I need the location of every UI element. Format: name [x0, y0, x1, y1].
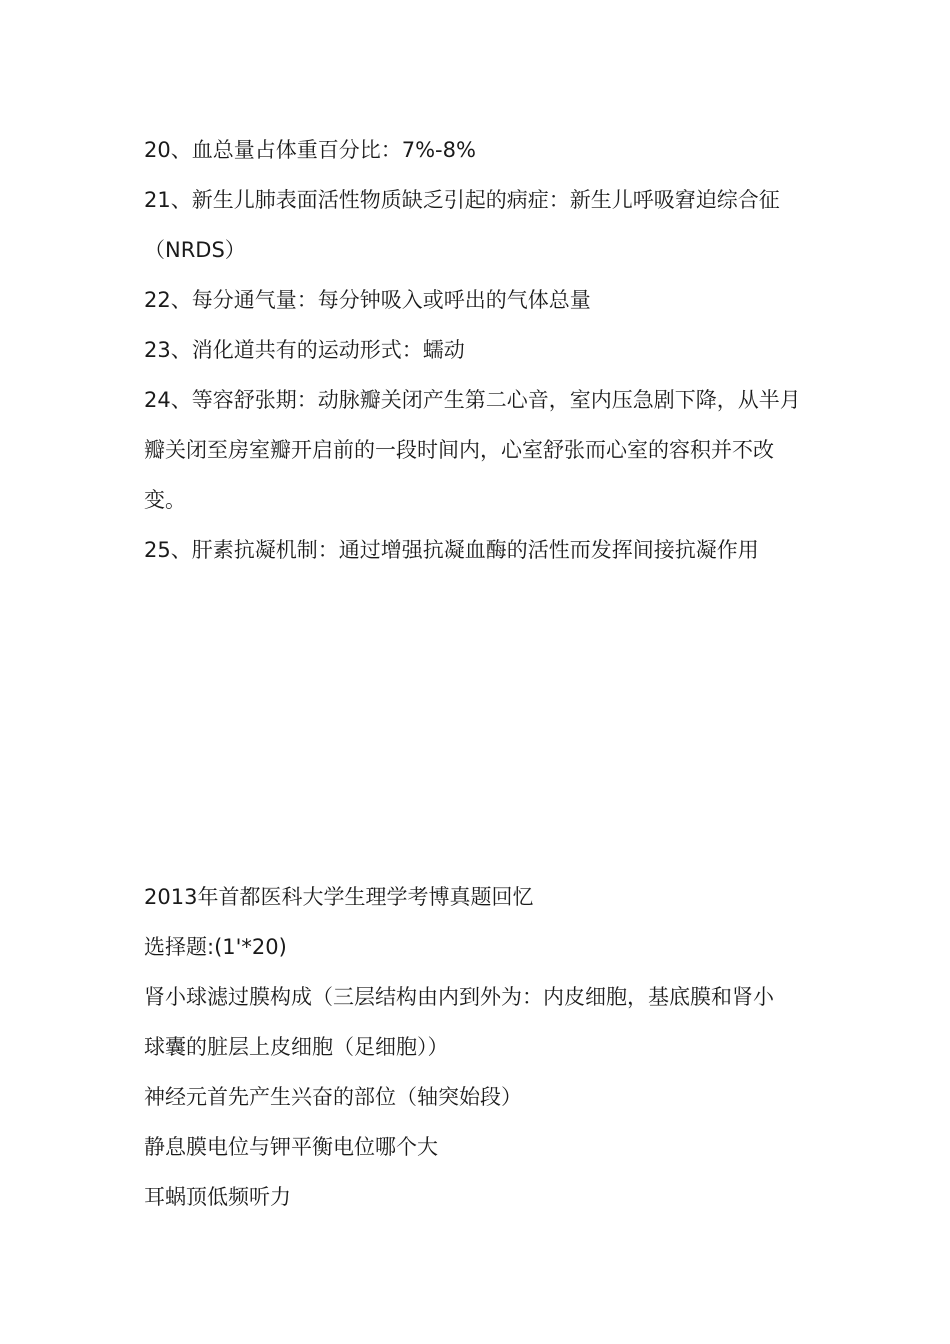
question-line: 球囊的脏层上皮细胞（足细胞））	[144, 1035, 449, 1059]
answer-line: 22、每分通气量：每分钟吸入或呼出的气体总量	[144, 288, 591, 312]
question-line: 耳蜗顶低频听力	[144, 1185, 291, 1209]
answer-line: 24、等容舒张期：动脉瓣关闭产生第二心音，室内压急剧下降，从半月	[144, 388, 801, 412]
question-line: 神经元首先产生兴奋的部位（轴突始段）	[144, 1085, 522, 1109]
answer-line: 21、新生儿肺表面活性物质缺乏引起的病症：新生儿呼吸窘迫综合征	[144, 188, 780, 212]
answer-line: 23、消化道共有的运动形式：蠕动	[144, 338, 465, 362]
question-line: 肾小球滤过膜构成（三层结构由内到外为：内皮细胞，基底膜和肾小	[144, 985, 774, 1009]
question-line: 静息膜电位与钾平衡电位哪个大	[144, 1135, 438, 1159]
answer-line: （NRDS）	[144, 238, 246, 262]
answer-line: 变。	[144, 488, 186, 512]
answers-section	[144, 125, 812, 575]
exam-recall-section	[144, 872, 812, 1222]
answer-line: 20、血总量占体重百分比：7%-8%	[144, 138, 476, 162]
section-title: 2013年首都医科大学生理学考博真题回忆	[144, 885, 534, 909]
answer-line: 25、肝素抗凝机制：通过增强抗凝血酶的活性而发挥间接抗凝作用	[144, 538, 759, 562]
section-subtitle: 选择题:(1'*20)	[144, 935, 287, 959]
answer-line: 瓣关闭至房室瓣开启前的一段时间内，心室舒张而心室的容积并不改	[144, 438, 774, 462]
